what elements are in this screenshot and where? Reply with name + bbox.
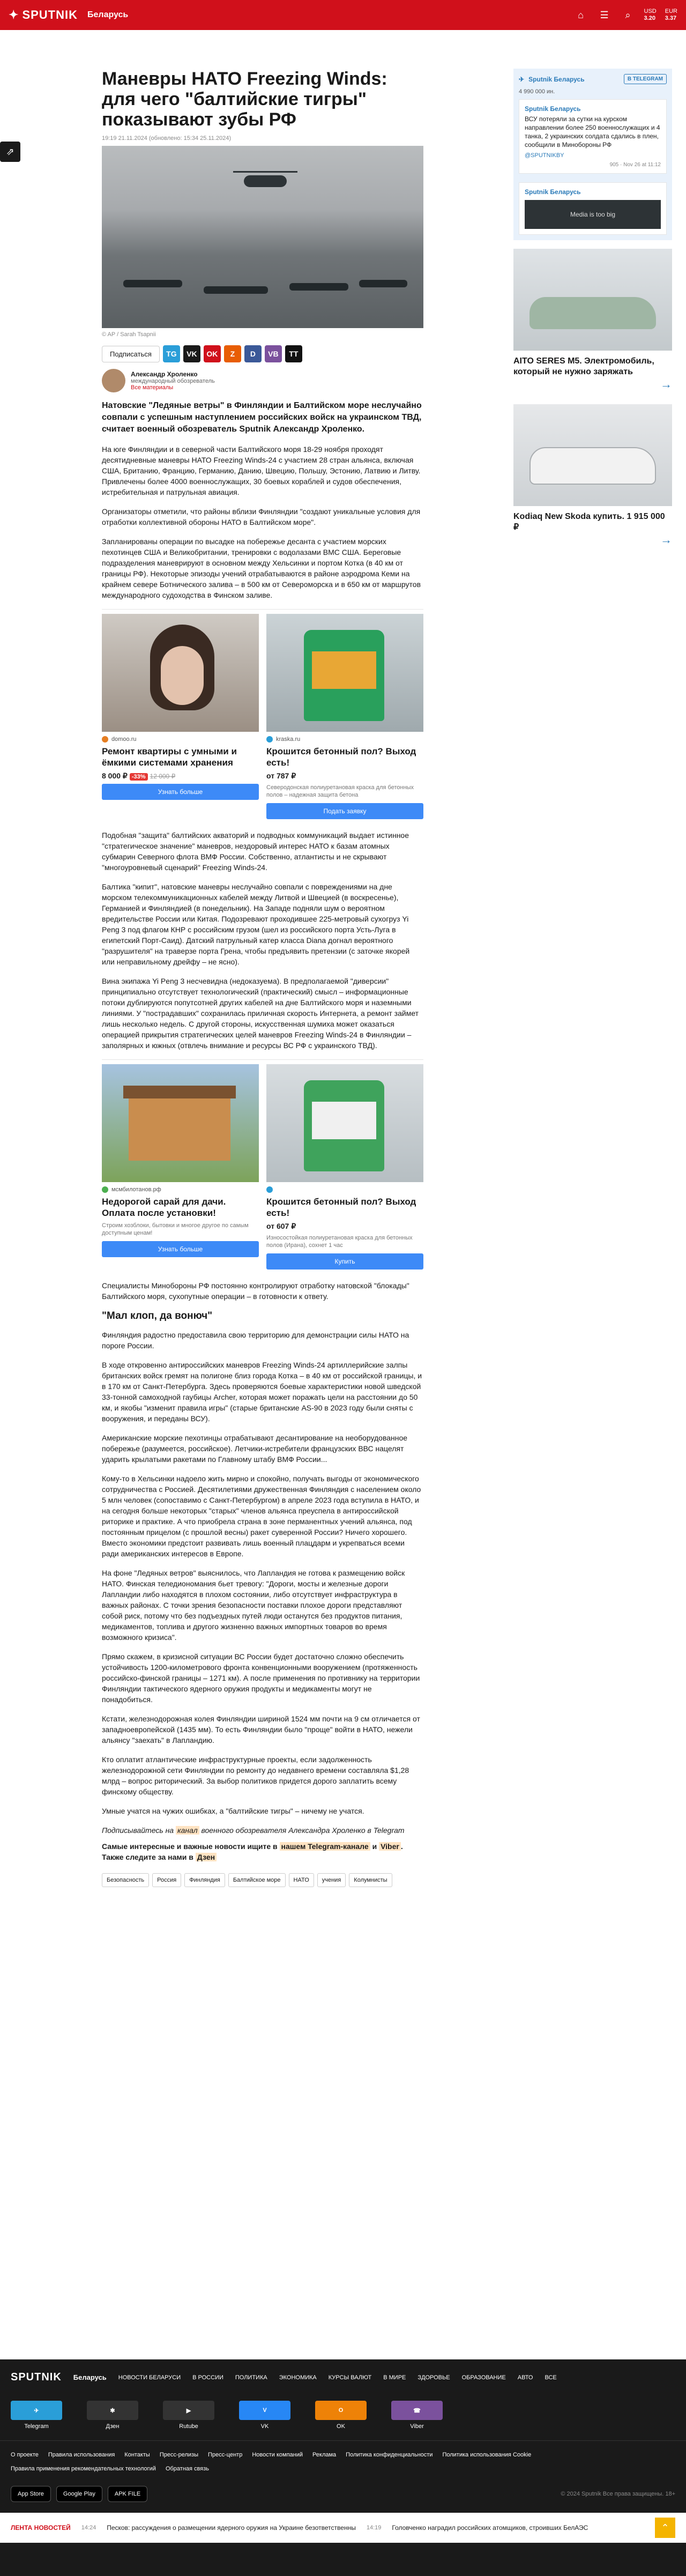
dzen-icon: ✱ [87, 2401, 138, 2420]
car-shape [530, 297, 656, 329]
footer-link[interactable]: О проекте [11, 2452, 39, 2458]
ad-description: Износостойкая полиуретановая краска для бетонных полов (Ирана), сохнет 1 час [266, 1235, 413, 1249]
section-heading: "Мал клоп, да вонюч" [102, 1310, 213, 1322]
social-dzen[interactable] [87, 2401, 138, 2430]
footer-nav-item[interactable]: АВТО [517, 2374, 533, 2381]
helicopter-shape [244, 175, 287, 187]
footer-region[interactable]: Беларусь [73, 2373, 107, 2381]
ad-card[interactable] [102, 1064, 259, 1270]
article-paragraph: На юге Финляндии и в северной части Балтийского моря 18-29 ноября проходят десятидневные маневры НАТО Freezing Winds-24 с участием 28 стран альянса, включая США, Британию, Францию, Германию, Данию, Швецию, Польшу, Эстонию, Латвию и Литву. Привлечены более 4000 военнослужащих, 30 боевых кораблей и судов обеспечения, истребительная и патрульная авиация. [102, 445, 421, 496]
sputnik-logo[interactable] [9, 8, 78, 22]
ad-source-text: kraska.ru [276, 736, 301, 743]
dzen-share-button[interactable]: D [244, 345, 262, 362]
currency-eur-value: 3.37 [665, 15, 677, 21]
footer-nav-item[interactable]: ЗДОРОВЬЕ [417, 2374, 450, 2381]
social-viber[interactable] [391, 2401, 443, 2430]
footer-nav-item[interactable]: В РОССИИ [192, 2374, 223, 2381]
ad-image[interactable] [102, 1064, 259, 1182]
article-paragraph: Финляндия радостно предоставила свою территорию для демонстрации силы НАТО на пороге России. [102, 1331, 409, 1350]
social-label: OK [337, 2423, 345, 2430]
tag[interactable]: Россия [152, 1873, 181, 1887]
social-label: Viber [410, 2423, 424, 2430]
article-paragraph: Организаторы отметили, что районы вблизи Финляндии "создают уникальные условия для отработки коллективной обороны НАТО в Балтийском море". [102, 507, 421, 526]
ok-share-button[interactable]: OK [204, 345, 221, 362]
social-vk[interactable] [239, 2401, 290, 2430]
telegram-post-header [525, 105, 661, 113]
share-float-button[interactable]: ⇗ [0, 142, 20, 162]
telegram-post-link[interactable]: @SPUTNIKBY [525, 152, 564, 159]
ad-label-shape [312, 651, 376, 689]
hero-image[interactable] [102, 146, 423, 328]
sidebar [513, 69, 672, 560]
telegram-post-header [525, 188, 661, 196]
telegram-subs: 4 990 000 ин. [519, 88, 555, 95]
ad-source-icon [266, 1186, 273, 1193]
ad-image[interactable] [266, 614, 423, 732]
ad-shed-shape [129, 1096, 230, 1161]
apk-button[interactable]: APK FILE [108, 2486, 147, 2502]
channel-link[interactable]: канал [176, 1826, 199, 1835]
star-icon: ✦ [9, 8, 19, 21]
currency-widget[interactable] [644, 8, 657, 22]
ad-source-icon [266, 736, 273, 743]
ad-image[interactable] [266, 1064, 423, 1182]
author-avatar[interactable] [102, 369, 125, 392]
article-paragraph: На фоне "Ледяных ветров" выяснилось, что Лапландия не готова к размещению войск НАТО. Финская теледиономания бьет тревогу: "Дороги, мосты и железные дороги Лапландии либо находятся в плохом состоянии, либо отсутствует инфраструктура в важных районах. С точки зрения безопасности поставки плохое дороги представляют собой риск, потому что без подъездных путей люди останутся без продуктов питания, медикаментов, топлива и другого жизненно важных импортных товаров во время возможного кризиса". [102, 1569, 405, 1642]
zen-share-button[interactable]: Z [224, 345, 241, 362]
sidebar-ad-image[interactable] [513, 249, 672, 351]
tag[interactable]: Балтийское море [228, 1873, 286, 1887]
ad-image[interactable] [102, 614, 259, 732]
sidebar-ad[interactable] [513, 249, 672, 391]
ad-source [102, 1186, 259, 1193]
author-block [102, 369, 423, 392]
vk-share-button[interactable]: VK [183, 345, 200, 362]
viber-share-button[interactable]: VB [265, 345, 282, 362]
ad-price: от 607 ₽ [266, 1222, 296, 1230]
footer-links [0, 2440, 686, 2483]
ad-description: Северодонская полиуретановая краска для бетонных полов – надежная защита бетона [266, 784, 414, 798]
ad-card[interactable] [266, 614, 423, 819]
author-all-link[interactable]: Все материалы [131, 384, 174, 391]
app-stores [0, 2483, 686, 2505]
arrow-right-icon[interactable]: → [660, 533, 672, 546]
ad-label-shape [312, 1102, 376, 1139]
currency-eur-widget[interactable] [665, 8, 677, 22]
social-label: Telegram [24, 2423, 49, 2430]
footer-nav-item[interactable]: КУРСЫ ВАЛЮТ [328, 2374, 372, 2381]
ad-button[interactable]: Узнать больше [102, 784, 259, 800]
news-headline[interactable]: Головченко наградил российских атомщиков, строивших БелАЭС [392, 2524, 588, 2532]
footer-link[interactable]: Правила применения рекомендательных технологий [11, 2466, 156, 2472]
subscribe-button[interactable]: Подписаться [102, 346, 160, 362]
footer-nav-item[interactable]: ВСЕ [545, 2374, 557, 2381]
channels-text: . Также следите за нами в [102, 1842, 403, 1861]
ad-description: Строим хозблоки, бытовки и многое другое по самым доступным ценам! [102, 1222, 249, 1236]
ad-source-icon [102, 1186, 108, 1193]
ad-source [266, 1186, 423, 1193]
viber-icon: ☎ [391, 2401, 443, 2420]
currency-usd-value: 3.20 [644, 15, 655, 21]
article-paragraph: Американские морские пехотинцы отрабатывают десантирование на необорудованное побережье (разумеется, российское). Летчики-истребители французских ВВС нацелят ударить крылатыми ракетами по Главному штабу ВМФ России... [102, 1434, 408, 1464]
photo-caption: © AP / Sarah Tsapnii [102, 331, 156, 338]
news-tape-label[interactable]: ЛЕНТА НОВОСТЕЙ [11, 2524, 71, 2532]
article-paragraph: Вина экипажа Yi Peng 3 несчевидна (недоказуема). В предполагаемой "диверсии" принципиально отсутствует технологический (практический) смысл – информационные потоки дублируются попутсотней других кабелей на дне Балтийского моря и наземными линиями. У "пострадавших" сохранилась приличная скорость Интернета, а ремонт займет лишь несколько недель. С другой стороны, искусственная шумиха может оказаться операцией прикрытия стратегических целей маневров Freezing Winds-24 в Финляндии – заполярных и южных (отвлечь внимание и ресурсы ВС РФ с украинского ТВД). [102, 977, 419, 1050]
author-name[interactable]: Александр Хроленко [131, 370, 198, 378]
share-bar [102, 345, 423, 362]
article-paragraph: Кому-то в Хельсинки надоело жить мирно и спокойно, получать выгоды от экономического сотрудничества с Россией. Десятилетиями дружественная Финляндия с населением около 5 млн человек (сопоставимо с Санкт-Петербургом) в апреле 2023 года вступила в НАТО, и на сегодня больше некоторых "старых" членов альянса преуспела в антироссийской риторике и практике. А что приобрела страна в зоне перманентных учений альянса, под постоянным прицелом (с прошлой весны) ракет суверенной России? Ничего хорошего. Вместо экономики предстоит развивать лишь военный плацдарм и укрепваться всеми ради американских интересов в Европе. [102, 1474, 421, 1558]
footer-logo[interactable]: SPUTNIK [11, 2371, 62, 2383]
boat-shape [123, 280, 182, 287]
telegram-post-channel: Sputnik Беларусь [525, 188, 581, 196]
menu-icon[interactable]: ☰ [600, 9, 609, 20]
arrow-right-icon[interactable]: → [660, 377, 672, 391]
dzen-link[interactable]: Дзен [196, 1853, 217, 1861]
sidebar-ad[interactable] [513, 404, 672, 547]
ad-price-value: 8 000 ₽ [102, 771, 128, 780]
tag-list [102, 1873, 423, 1887]
footer-nav [0, 2359, 686, 2395]
tag[interactable]: Безопасность [102, 1873, 149, 1887]
article-paragraph: Кто оплатит атлантические инфраструктурные проекты, если задолженность железнодорожной сети Финляндии по ремонту до недавнего времени составляла $1,28 млрд – вопрос риторический. За выбор политиков придется дорого заплатить всему финскому обществу. [102, 1755, 409, 1796]
region-label[interactable]: Беларусь [87, 10, 129, 19]
brand-text: SPUTNIK [22, 8, 78, 21]
vk-icon: V [239, 2401, 290, 2420]
article-paragraph: Кстати, железнодорожная колея Финляндии шириной 1524 мм почти на 9 см отличается от западноевропейской (1435 мм). То есть Финляндии было "проще" войти в НАТО, нежели альянсу "заехать" в Лапландию. [102, 1714, 420, 1744]
ad-source [266, 736, 423, 743]
sidebar-ad-image[interactable] [513, 404, 672, 506]
sidebar-ad-title[interactable]: Kodiaq New Skoda купить. 1 915 000 ₽ [513, 512, 665, 532]
article-paragraph: Умные учатся на чужих ошибках, а "балтийские тигры" – ничему не учатся. [102, 1807, 364, 1815]
sidebar-ad-title[interactable]: AITO SERES M5. Электромобиль, который не нужно заряжать [513, 357, 654, 376]
ad-row [102, 609, 423, 819]
footer-nav-item[interactable]: В МИРЕ [383, 2374, 406, 2381]
tag[interactable]: Финляндия [184, 1873, 225, 1887]
footer-nav-item[interactable]: ОБРАЗОВАНИЕ [461, 2374, 506, 2381]
ad-source-icon [102, 736, 108, 743]
article-paragraph: Запланированы операции по высадке на побережье десанта с участием морских пехотинцев США и Великобритании, тренировки с водолазами ВМС США. Береговые подразделения маневрируют в основном между Хельсинки и портом Котка (в 40 км от границы РФ). Некоторые эпизоды учений отрабатываются в районе аэродрома Кеми на крайнем севере Ботнического залива – в 500 км от Североморска и в 650 км от маршрутов международного судоходства в Финском заливе. [102, 537, 421, 599]
footer-link[interactable]: Реклама [312, 2452, 337, 2458]
boat-shape [204, 286, 268, 294]
ad-price: от 787 ₽ [266, 771, 296, 780]
social-telegram[interactable] [11, 2401, 62, 2430]
tag[interactable]: НАТО [289, 1873, 314, 1887]
footer-link[interactable]: Политика конфиденциальности [346, 2452, 433, 2458]
footer [0, 2359, 686, 2576]
ad-title[interactable]: Недорогой сарай для дачи. Оплата после установки! [102, 1197, 226, 1218]
article-meta: 19:19 21.11.2024 (обновлено: 15:34 25.11.2024) [102, 135, 232, 142]
telegram-post[interactable] [519, 182, 667, 235]
social-label: VK [260, 2423, 269, 2430]
news-headline[interactable]: Песков: рассуждения о размещении ядерного оружия на Украине безответственны [107, 2524, 356, 2532]
ad-button[interactable]: Купить [266, 1253, 423, 1270]
ad-button[interactable]: Подать заявку [266, 803, 423, 819]
ad-source-text: мсмбилотанов.рф [111, 1186, 161, 1193]
car-shape [530, 447, 656, 485]
social-ok[interactable] [315, 2401, 367, 2430]
subscribe-text: военного обозревателя Александра Хроленко в Telegram [201, 1826, 405, 1835]
telegram-subscribe-button[interactable]: В TELEGRAM [624, 74, 667, 84]
telegram-widget-title[interactable]: Sputnik Беларусь [528, 75, 585, 83]
article-lead: Натовские "Ледяные ветры" в Финляндии и Балтийском море неслучайно совпали с успешным наступлением российских войск на украинском ТВД, считает военный обозреватель Sputnik Александр Хроленко. [102, 401, 422, 434]
footer-nav-item[interactable]: НОВОСТИ БЕЛАРУСИ [118, 2374, 181, 2381]
ad-price [102, 771, 259, 781]
rutube-icon: ▶ [163, 2401, 214, 2420]
article-paragraph: Специалисты Минобороны РФ постоянно контролируют отработку натовской "блокады" Балтийского моря, сухопутные операции – в готовности к ответу. [102, 1281, 409, 1301]
article-paragraph: Подобная "защита" балтийских акваторий и подводных коммуникаций выдает истинное "стратегическое значение" маневров, нездоровый интерес НАТО к базам атомных субмарин Северного флота ВМФ России. Собственно, атлантисты и не скрывают "многоуровневый сценарий" Freezing Winds-24. [102, 831, 409, 872]
telegram-channel-link[interactable]: нашем Telegram-канале [280, 1842, 370, 1851]
channels-text: Самые интересные и важные новости ищите в [102, 1842, 278, 1851]
footer-nav-item[interactable]: ПОЛИТИКА [235, 2374, 267, 2381]
boat-shape [289, 283, 348, 291]
telegram-icon: ✈ [519, 75, 525, 83]
article-title: Маневры НАТО Freezing Winds: для чего "балтийские тигры" показывают зубы РФ [102, 69, 387, 130]
news-time: 14:19 [366, 2525, 382, 2531]
search-icon[interactable]: ⌕ [625, 9, 631, 20]
ad-source [102, 736, 259, 743]
currency-eur-label: EUR [665, 8, 677, 14]
news-tape [0, 2513, 686, 2543]
top-navbar [0, 0, 686, 30]
footer-link[interactable]: Правила использования [48, 2452, 115, 2458]
telegram-post-text: ВСУ потеряли за сутки на курском направлении более 250 военнослужащих и 4 танка, 2 украинских солдата сдались в плен, сообщили в Минобороны РФ [525, 115, 660, 149]
google-play-button[interactable]: Google Play [56, 2486, 102, 2502]
footer-socials [0, 2395, 686, 2440]
tag[interactable]: Колумнисты [349, 1873, 392, 1887]
footer-link[interactable]: Контакты [124, 2452, 150, 2458]
footer-nav-item[interactable]: ЭКОНОМИКА [279, 2374, 317, 2381]
author-role: международный обозреватель [131, 378, 215, 384]
ad-source-text: domoo.ru [111, 736, 137, 743]
copyright: © 2024 Sputnik Все права защищены. 18+ [561, 2491, 675, 2497]
footer-link[interactable]: Новости компаний [252, 2452, 303, 2458]
telegram-widget-header [519, 74, 667, 84]
article-paragraph: Балтика "кипит", натовские маневры неслучайно совпали с повреждениями на дне морском телекоммуникационных кабелей между Литвой и Швецией (в воскресенье), Германией и Финляндией (в понедельник). На Западе подняли шум о вероятном вредительстве России или Китая. Подозревают проходившее 225-метровый сухогруз Yi Peng 3 под флагом КНР с российским грузом (шел из российского порта Усть-Луга в египетский Порт-Саид). Датский патрульный катер класса Diana догнал вероятного "разрушителя" на траверзе порта Грена, чтобы предъявить претензии (с заточке якорей или неправильному дрейфу – не ясно). [102, 882, 410, 966]
telegram-share-button[interactable]: TG [163, 345, 180, 362]
ad-title[interactable]: Ремонт квартиры с умными и ёмкими системами хранения [102, 746, 237, 768]
telegram-icon: ✈ [11, 2401, 62, 2420]
channels-text: и [372, 1842, 377, 1851]
subscribe-text: Подписывайтесь на [102, 1826, 174, 1835]
telegram-media[interactable]: Media is too big [525, 200, 661, 229]
tiktok-share-button[interactable]: TT [285, 345, 302, 362]
telegram-subscribe-note [102, 1825, 423, 1836]
footer-link[interactable]: Пресс-релизы [159, 2452, 198, 2458]
channels-note [102, 1841, 423, 1862]
article-paragraph: Прямо скажем, в кризисной ситуации ВС России будет достаточно сложно обеспечить устойчивость 1200-километрового фронта конвенционными вооружением (протяженность российско-финской границы – 1271 км). А после применения по противнику на территории Финляндии тактического ядерного оружия продукты и медикаменты могут не понадобиться. [102, 1652, 420, 1704]
viber-link[interactable]: Viber [379, 1842, 401, 1851]
ad-old-price: 12 000 ₽ [150, 773, 176, 780]
ad-title[interactable]: Крошится бетонный пол? Выход есть! [266, 1197, 416, 1218]
telegram-post-channel: Sputnik Беларусь [525, 105, 581, 113]
ad-card[interactable] [102, 614, 259, 819]
ad-roof-shape [123, 1086, 236, 1098]
telegram-post-meta: 905 · Nov 26 at 11:12 [609, 162, 661, 168]
ad-title[interactable]: Крошится бетонный пол? Выход есть! [266, 746, 416, 768]
ad-card[interactable] [266, 1064, 423, 1270]
article-paragraph: В ходе откровенно антироссийских маневров Freezing Winds-24 артиллерийские залпы британских войск гремят на полигоне близ города Котка – в 40 км от российской границы, и в 170 км от Санкт-Петербурга. Здесь проверяются боевые характеристики новой шведской 33-тонной самоходной гаубицы Archer, которая может поражать цели на расстоянии до 50 км, и якобы "изменит правила игры" (старые британские AS-90 в 2023 году были сняты с вооружения, и переданы ВСУ). [102, 1361, 422, 1423]
news-time: 14:24 [81, 2525, 96, 2531]
currency-usd-label: USD [644, 8, 657, 14]
scroll-up-button[interactable]: ⌃ [655, 2518, 675, 2538]
telegram-post[interactable] [519, 99, 667, 174]
article-main [102, 69, 423, 1887]
footer-link[interactable]: Пресс-центр [208, 2452, 243, 2458]
app-store-button[interactable]: App Store [11, 2486, 51, 2502]
social-label: Дзен [106, 2423, 120, 2430]
ad-discount: -33% [130, 773, 148, 781]
ad-face-shape [161, 646, 204, 705]
boat-shape [359, 280, 407, 287]
ad-button[interactable]: Узнать больше [102, 1241, 259, 1257]
footer-link[interactable]: Обратная связь [165, 2466, 209, 2472]
footer-link[interactable]: Политика использования Cookie [442, 2452, 532, 2458]
social-rutube[interactable] [163, 2401, 214, 2430]
telegram-widget [513, 69, 672, 240]
social-label: Rutube [179, 2423, 198, 2430]
tag[interactable]: учения [317, 1873, 346, 1887]
ok-icon: O [315, 2401, 367, 2420]
ad-row [102, 1059, 423, 1270]
account-icon[interactable]: ⌂ [578, 9, 584, 20]
